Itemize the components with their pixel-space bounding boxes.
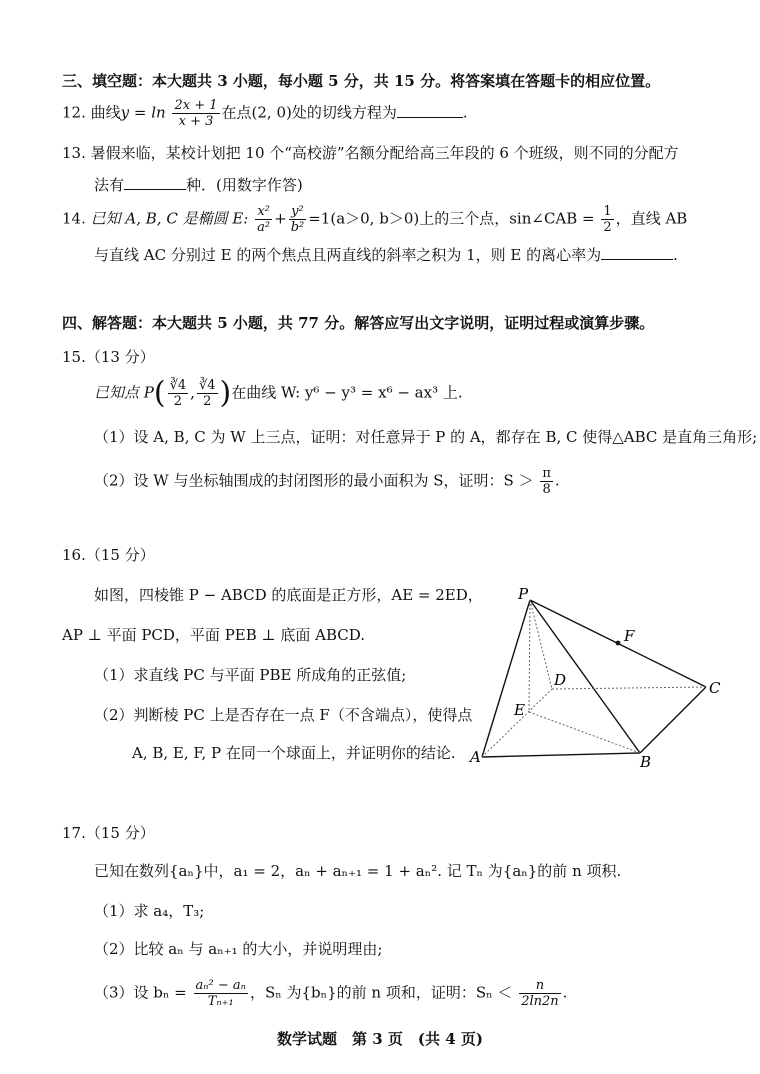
q14-plus: + [274, 209, 287, 228]
q16-line2: AP ⊥ 平面 PCD，平面 PEB ⊥ 底面 ABCD. [62, 626, 366, 644]
q15-part2-a: （2）设 W 与坐标轴围成的封闭图形的最小面积为 S，证明：S ＞ [94, 471, 534, 490]
q14-line2-a: 与直线 AC 分别过 E 的两个焦点且两直线的斜率之积为 1，则 E 的离心率为 [94, 246, 602, 264]
q17-bound-num: n [519, 978, 560, 994]
q17-part1: （1）求 a₄，T₃; [94, 902, 205, 920]
q15-pi-over-8 [540, 466, 553, 497]
edge-pb [530, 600, 640, 753]
q14-half [601, 204, 613, 235]
edge-bc [640, 687, 706, 753]
edge-pd [530, 600, 552, 689]
q15-intro: 已知点 P( $\frac{∛4}{2}$ , $\frac{∛4}{2}$ )在曲线 W: y⁶ − y³ = x⁶ − ax³ 上. [94, 375, 463, 411]
q17-bn-den: Tₙ₊₁ [207, 994, 234, 1009]
q15-part2 [94, 466, 560, 497]
q17-bn-num: aₙ² − aₙ [195, 978, 246, 993]
q17-part3 [94, 978, 567, 1009]
edge-dc [552, 687, 706, 689]
label-d: D [554, 671, 567, 689]
q14-part-b: ，直线 AB [615, 209, 688, 228]
q12-numerator: 2x + 1 [174, 98, 218, 113]
q15-coord-y [197, 378, 218, 409]
q17-part3-end: . [562, 983, 568, 1002]
q13-line1: 暑假来临，某校计划把 10 个“高校游”名额分配给高三年段的 6 个班级，则不同的分配方 [90, 144, 679, 162]
q14-number: 14. [62, 209, 86, 228]
label-c: C [709, 679, 721, 697]
q15-open-paren: ( [153, 375, 166, 411]
point-f [616, 641, 621, 646]
q16-part2-line1: （2）判断棱 PC 上是否存在一点 F（不含端点），使得点 [94, 706, 473, 724]
q14-line2-end: . [673, 246, 678, 264]
q15-coord-x-den: 2 [173, 394, 183, 409]
pyramid-figure [468, 585, 728, 775]
q15-intro-a: 已知点 P [94, 383, 154, 402]
q14-y2: y² [289, 204, 307, 220]
question-14-line2 [94, 244, 678, 266]
q15-pi: π [542, 466, 551, 481]
q17-header: 17.（15 分） [62, 824, 155, 842]
q14-half-den: 2 [603, 220, 612, 235]
label-f: F [624, 627, 635, 645]
q14-answer-blank [601, 245, 673, 260]
q16-line1: 如图，四棱锥 P − ABCD 的底面是正方形，AE = 2ED， [94, 586, 483, 604]
q15-coord-x [168, 378, 189, 409]
q17-bound-fraction [519, 978, 560, 1009]
q15-part1: （1）设 A, B, C 为 W 上三点，证明：对任意异于 P 的 A，都存在 B, C 使得△ABC 是直角三角形; [94, 428, 758, 446]
q14-part-a: 已知 A, B, C 是椭圆 E: [90, 209, 249, 228]
q15-eight: 8 [542, 482, 551, 497]
q17-bound-den: 2ln2n [521, 994, 559, 1009]
q16-header: 16.（15 分） [62, 546, 155, 564]
q15-coord-x-num: ∛4 [169, 378, 187, 393]
q15-intro-b: 在曲线 W: y⁶ − y³ = x⁶ − ax³ 上. [231, 383, 463, 402]
q12-fraction [172, 98, 219, 129]
question-14-line1 [62, 204, 687, 235]
label-p: P [518, 585, 529, 603]
q17-part2: （2）比较 aₙ 与 aₙ₊₁ 的大小，并说明理由; [94, 940, 383, 958]
q16-part1: （1）求直线 PC 与平面 PBE 所成角的正弦值; [94, 666, 407, 684]
q12-end: . [462, 103, 468, 122]
question-13-line2 [94, 174, 303, 196]
q12-number: 12. [62, 103, 86, 122]
section4-heading: 四、解答题：本大题共 5 小题，共 77 分。解答应写出文字说明，证明过程或演算步骤。 [62, 314, 655, 332]
q12-middle: 在点(2, 0)处的切线方程为 [221, 103, 397, 122]
q12-prefix: 曲线 [90, 103, 121, 122]
label-e: E [514, 701, 525, 719]
q15-coord-y-num: ∛4 [198, 378, 216, 393]
question-13-line1 [62, 142, 679, 164]
q12-answer-blank [397, 103, 463, 118]
edge-pe [529, 600, 530, 712]
edge-ab [482, 753, 640, 757]
label-b: B [640, 753, 652, 771]
q15-close-paren: ) [219, 375, 232, 411]
page-footer: 数学试题 第 3 页 (共 4 页) [277, 1030, 483, 1048]
section3-heading: 三、填空题：本大题共 3 小题，每小题 5 分，共 15 分。将答案填在答题卡的相应位置。 [62, 72, 661, 90]
q17-bn-fraction [194, 978, 248, 1009]
q13-line2-a: 法有 [94, 176, 125, 194]
q14-y-fraction [289, 204, 307, 235]
q13-answer-blank [124, 175, 186, 190]
q15-coord-y-den: 2 [203, 394, 212, 409]
label-a: A [470, 748, 481, 766]
q17-part3-a: （3）设 bₙ = [94, 983, 187, 1002]
q14-x-fraction [255, 204, 272, 235]
q14-half-num: 1 [603, 204, 612, 219]
q12-func: y = ln [120, 103, 166, 122]
q13-line2-b: 种．(用数字作答) [186, 176, 303, 194]
q15-header: 15.（13 分） [62, 348, 155, 366]
q17-intro: 已知在数列{aₙ}中，a₁ = 2，aₙ + aₙ₊₁ = 1 + aₙ². 记 Tₙ 为{aₙ}的前 n 项积. [94, 862, 622, 880]
question-12 [62, 98, 468, 129]
q16-part2-line2: A, B, E, F, P 在同一个球面上，并证明你的结论. [132, 744, 456, 762]
q17-part3-b: ，Sₙ 为{bₙ}的前 n 项和，证明：Sₙ ＜ [249, 983, 513, 1002]
q14-a2: a² [257, 220, 271, 235]
q12-denominator: x + 3 [178, 114, 214, 129]
q14-x2: x² [255, 204, 272, 220]
q13-number: 13. [62, 144, 86, 162]
q14-condition: =1(a＞0, b＞0)上的三个点，sin∠CAB = [308, 209, 595, 228]
q14-b2: b² [290, 220, 305, 235]
edge-eb [529, 712, 640, 753]
q15-part2-end: . [554, 471, 560, 490]
